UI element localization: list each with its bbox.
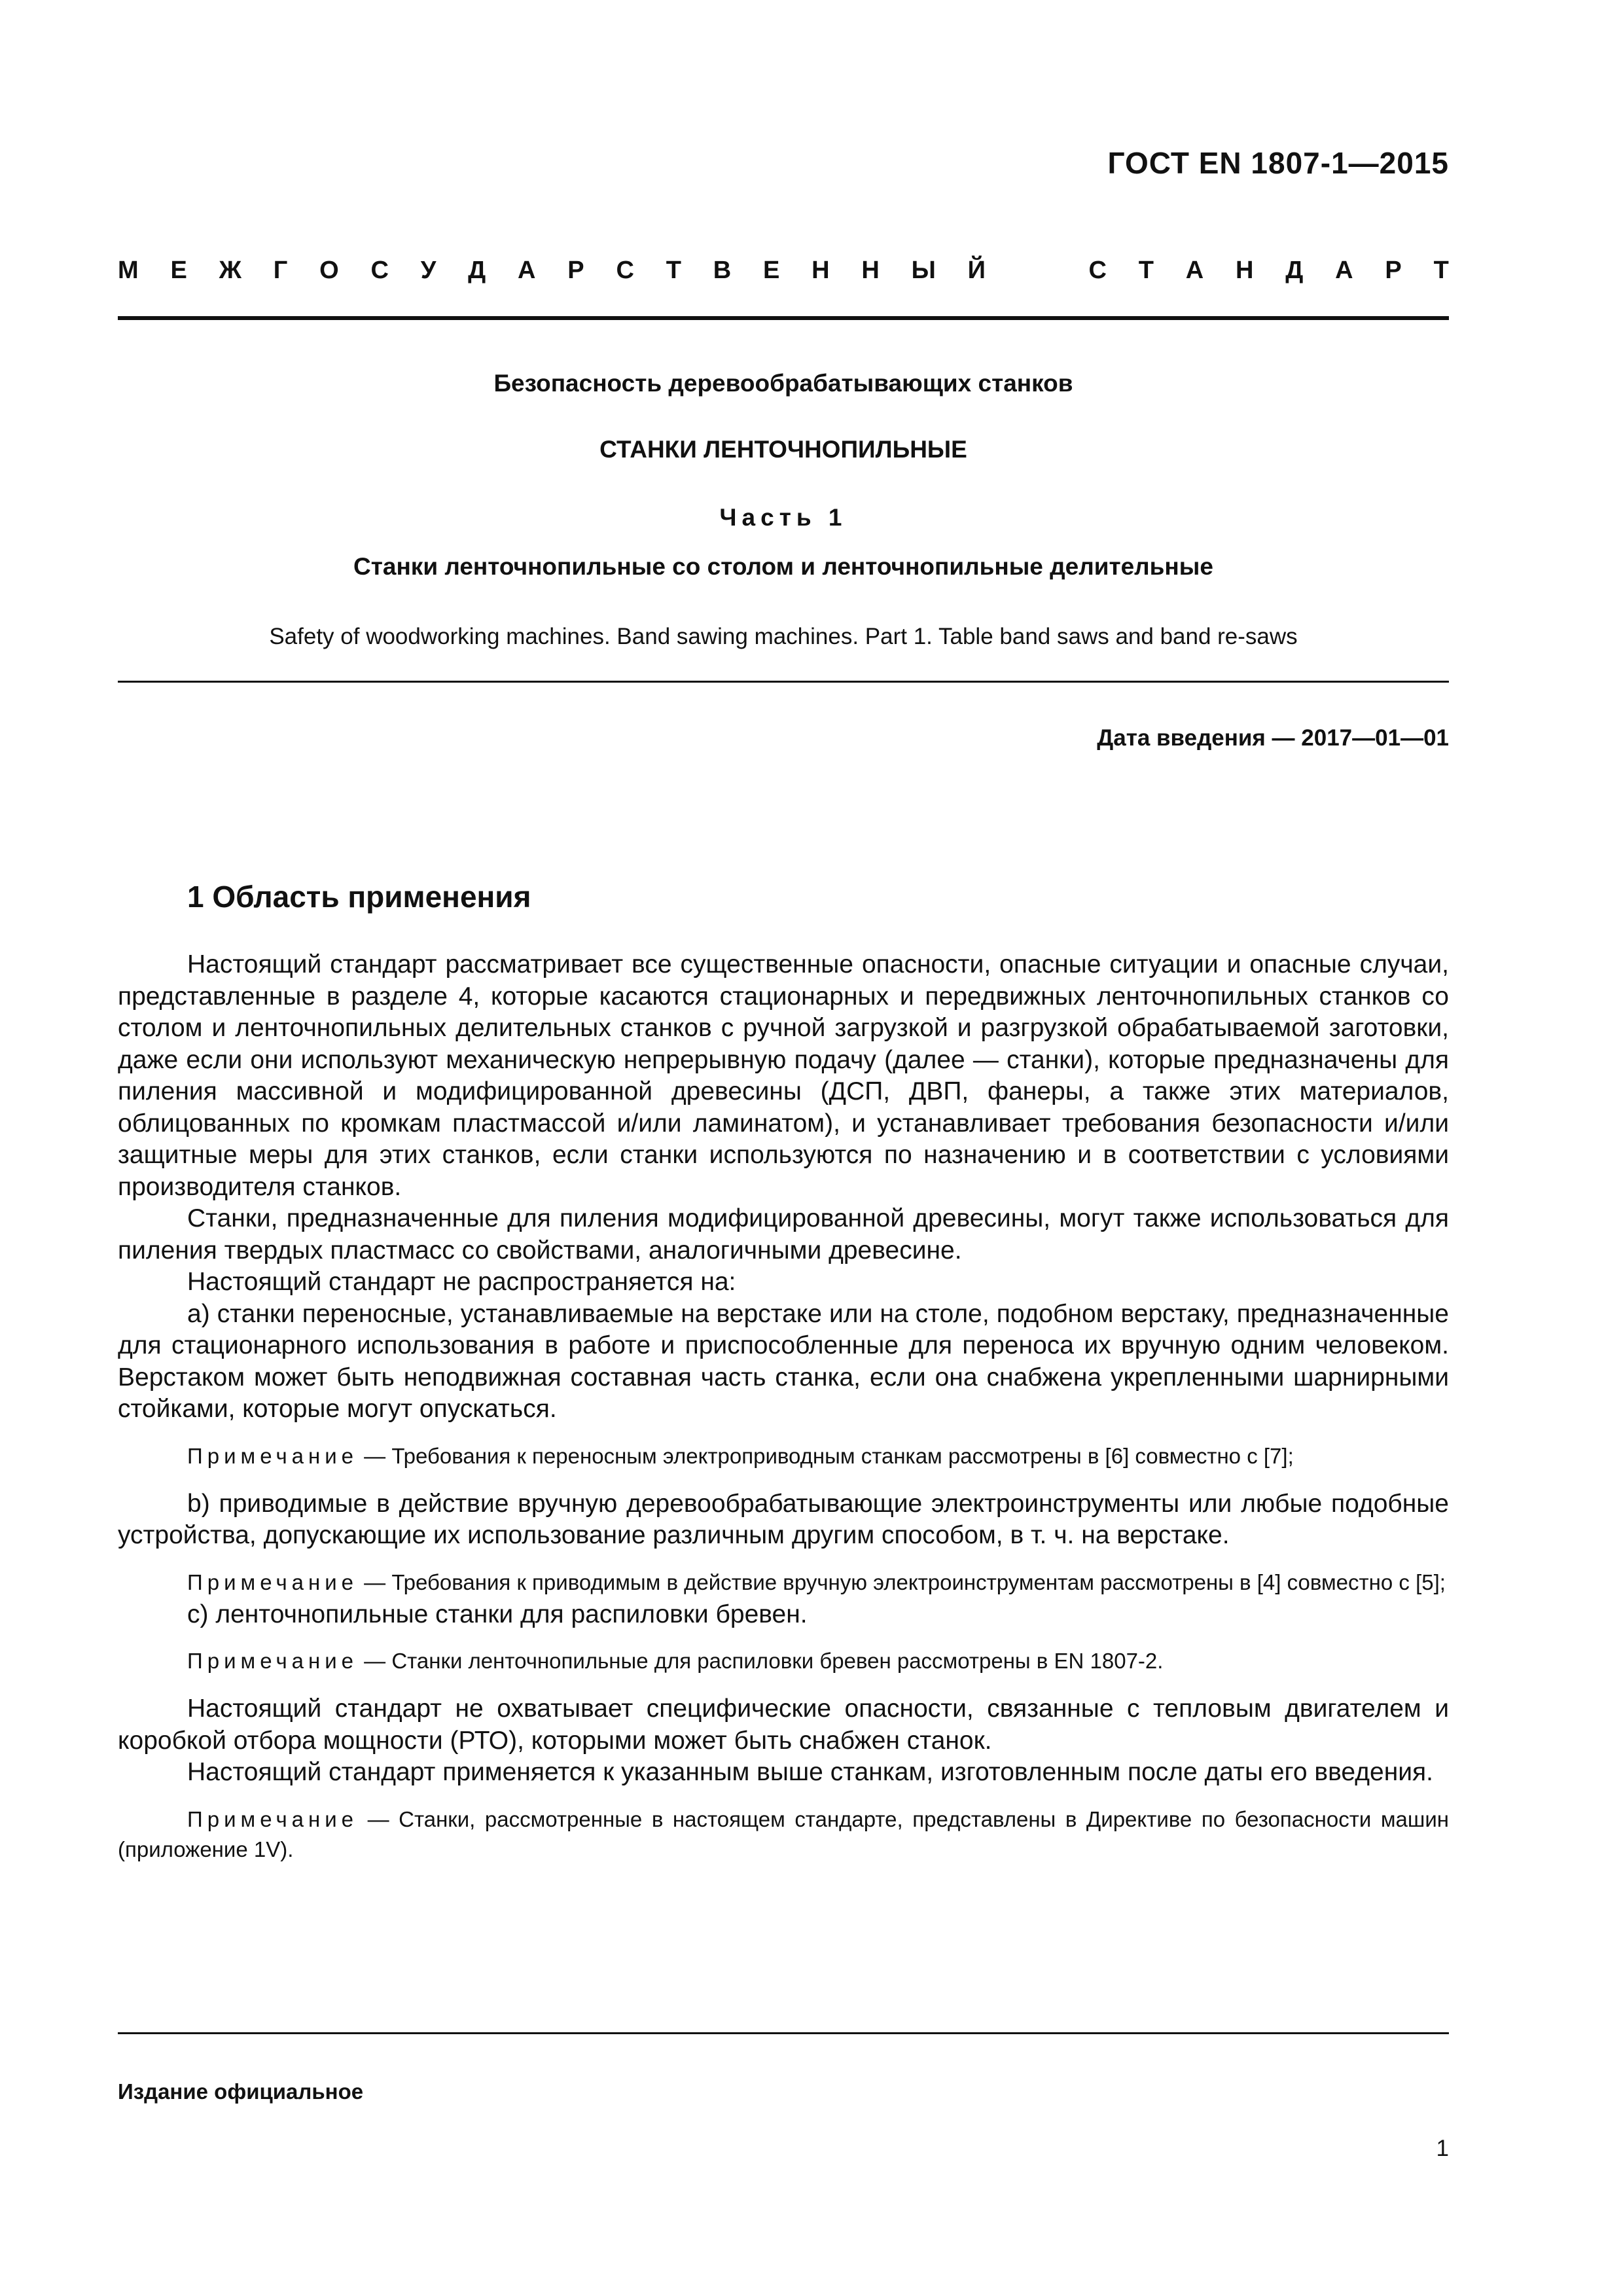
edition-label: Издание официальное xyxy=(118,2079,364,2104)
heading-letter: С xyxy=(616,257,634,284)
heading-letter: М xyxy=(118,257,139,284)
note-text: — Станки ленточнопильные для распиловки бревен рассмотрены в EN 1807-2. xyxy=(358,1649,1164,1673)
heading-letter: Г xyxy=(273,257,288,284)
paragraph: Настоящий стандарт не охватывает специфические опасности, связанные с тепловым двигателем и коробкой отбора мощности (РТО), которыми может быть снабжен станок. xyxy=(118,1695,1449,1755)
heading-letter: Н xyxy=(1236,257,1254,284)
list-item-a: а) станки переносные, устанавливаемые на верстаке или на столе, подобном верстаку, предназначенные для стационарного использования в работе и приспособленные для переноса их вручную одним человеком. Верстаком может быть неподвижная составная часть станка, если она снабжена укрепленными шарнирными стойками, которые могут опускаться. xyxy=(118,1299,1449,1423)
title-rule xyxy=(118,681,1449,683)
part-label: Часть 1 xyxy=(719,504,847,531)
paragraph: Станки, предназначенные для пиления модифицированной древесины, могут также использоваться для пиления твердых пластмасс со свойствами, аналогичными древесине. xyxy=(118,1204,1449,1265)
heading-letter: С xyxy=(1088,257,1107,284)
page-number: 1 xyxy=(1436,2136,1449,2161)
paragraph: Настоящий стандарт рассматривает все существенные опасности, опасные ситуации и опасные случаи, представленные в разделе 4, которые касаются стационарных и передвижных ленточнопильных станков со столом и ленточнопильных делительных станков с ручной загрузкой и разгрузкой обрабатываемой заготовки, даже если они используют механическую непрерывную подачу (далее — станки), которые предназначены для пиления массивной и модифицированной древесины (ДСП, ДВП, фанеры, а также этих материалов, облицованных по кромкам пластмассой и/или ламинатом), и устанавливает требования безопасности и/или защитные меры для этих станков, если станки используются по назначению и в соответствии с условиями производителя станков. xyxy=(118,950,1449,1201)
note xyxy=(118,1441,1449,1471)
note-label: Примечание xyxy=(187,1649,359,1673)
heading-letter: Ж xyxy=(219,257,241,284)
heading-letter: С xyxy=(370,257,389,284)
note-label: Примечание xyxy=(187,1806,359,1831)
part-title: Станки ленточнопильные со столом и ленточнопильные делительные xyxy=(353,553,1213,580)
list-item-b: b) приводимые в действие вручную деревообрабатывающие электроинструменты или любые подобные устройства, допускающие их использование различным другим способом, в т. ч. на верстаке. xyxy=(118,1489,1449,1549)
note xyxy=(118,1804,1449,1865)
note-text: — Требования к приводимым в действие вручную электроинструментам рассмотрены в [4] совместно с [5]; xyxy=(358,1570,1446,1594)
section-body xyxy=(118,949,1449,1882)
note-label: Примечание xyxy=(187,1443,359,1468)
header-rule xyxy=(118,316,1449,320)
introduction-date: Дата введения — 2017—01—01 xyxy=(1097,725,1449,751)
note-text: — Станки, рассмотренные в настоящем стандарте, представлены в Директиве по безопасности машин (приложение 1V). xyxy=(118,1806,1449,1861)
heading-letter: А xyxy=(518,257,536,284)
heading-letter: Н xyxy=(861,257,880,284)
paragraph: Настоящий стандарт применяется к указанным выше станкам, изготовленным после даты его введения. xyxy=(187,1758,1433,1786)
list-item-c: с) ленточнопильные станки для распиловки бревен. xyxy=(187,1600,808,1628)
footer-rule xyxy=(118,2032,1449,2034)
heading-letter: Е xyxy=(762,257,780,284)
paragraph: Настоящий стандарт не распространяется на: xyxy=(187,1268,736,1296)
heading-letter: Р xyxy=(1385,257,1402,284)
heading-letter: Т xyxy=(1433,257,1449,284)
heading-letter: Й xyxy=(967,257,986,284)
heading-letter: О xyxy=(319,257,339,284)
heading-letter: Т xyxy=(666,257,681,284)
section-title: 1 Область применения xyxy=(187,880,531,914)
heading-gap xyxy=(1018,257,1057,285)
heading-letter: Д xyxy=(468,257,486,284)
heading-letter: А xyxy=(1185,257,1204,284)
heading-letter: Т xyxy=(1138,257,1154,284)
heading-letter: Р xyxy=(567,257,584,284)
machine-type-title: СТАНКИ ЛЕНТОЧНОПИЛЬНЫЕ xyxy=(599,436,967,463)
note-label: Примечание xyxy=(187,1570,359,1594)
heading-letter: А xyxy=(1335,257,1353,284)
heading-letter: В xyxy=(713,257,732,284)
general-title: Безопасность деревообрабатывающих станков xyxy=(493,370,1073,397)
standard-number: ГОСТ EN 1807-1—2015 xyxy=(1107,146,1449,180)
heading-letter: Н xyxy=(812,257,830,284)
heading-letter: У xyxy=(420,257,437,284)
english-title: Safety of woodworking machines. Band sawing machines. Part 1. Table band saws and band re-saws xyxy=(269,624,1298,649)
heading-letter: Д xyxy=(1285,257,1304,284)
note xyxy=(118,1646,1449,1676)
standard-type-heading xyxy=(118,257,1449,285)
note-text: — Требования к переносным электроприводным станкам рассмотрены в [6] совместно с [7]; xyxy=(358,1443,1294,1468)
heading-letter: Е xyxy=(170,257,187,284)
heading-letter: Ы xyxy=(911,257,936,284)
note xyxy=(118,1568,1449,1598)
